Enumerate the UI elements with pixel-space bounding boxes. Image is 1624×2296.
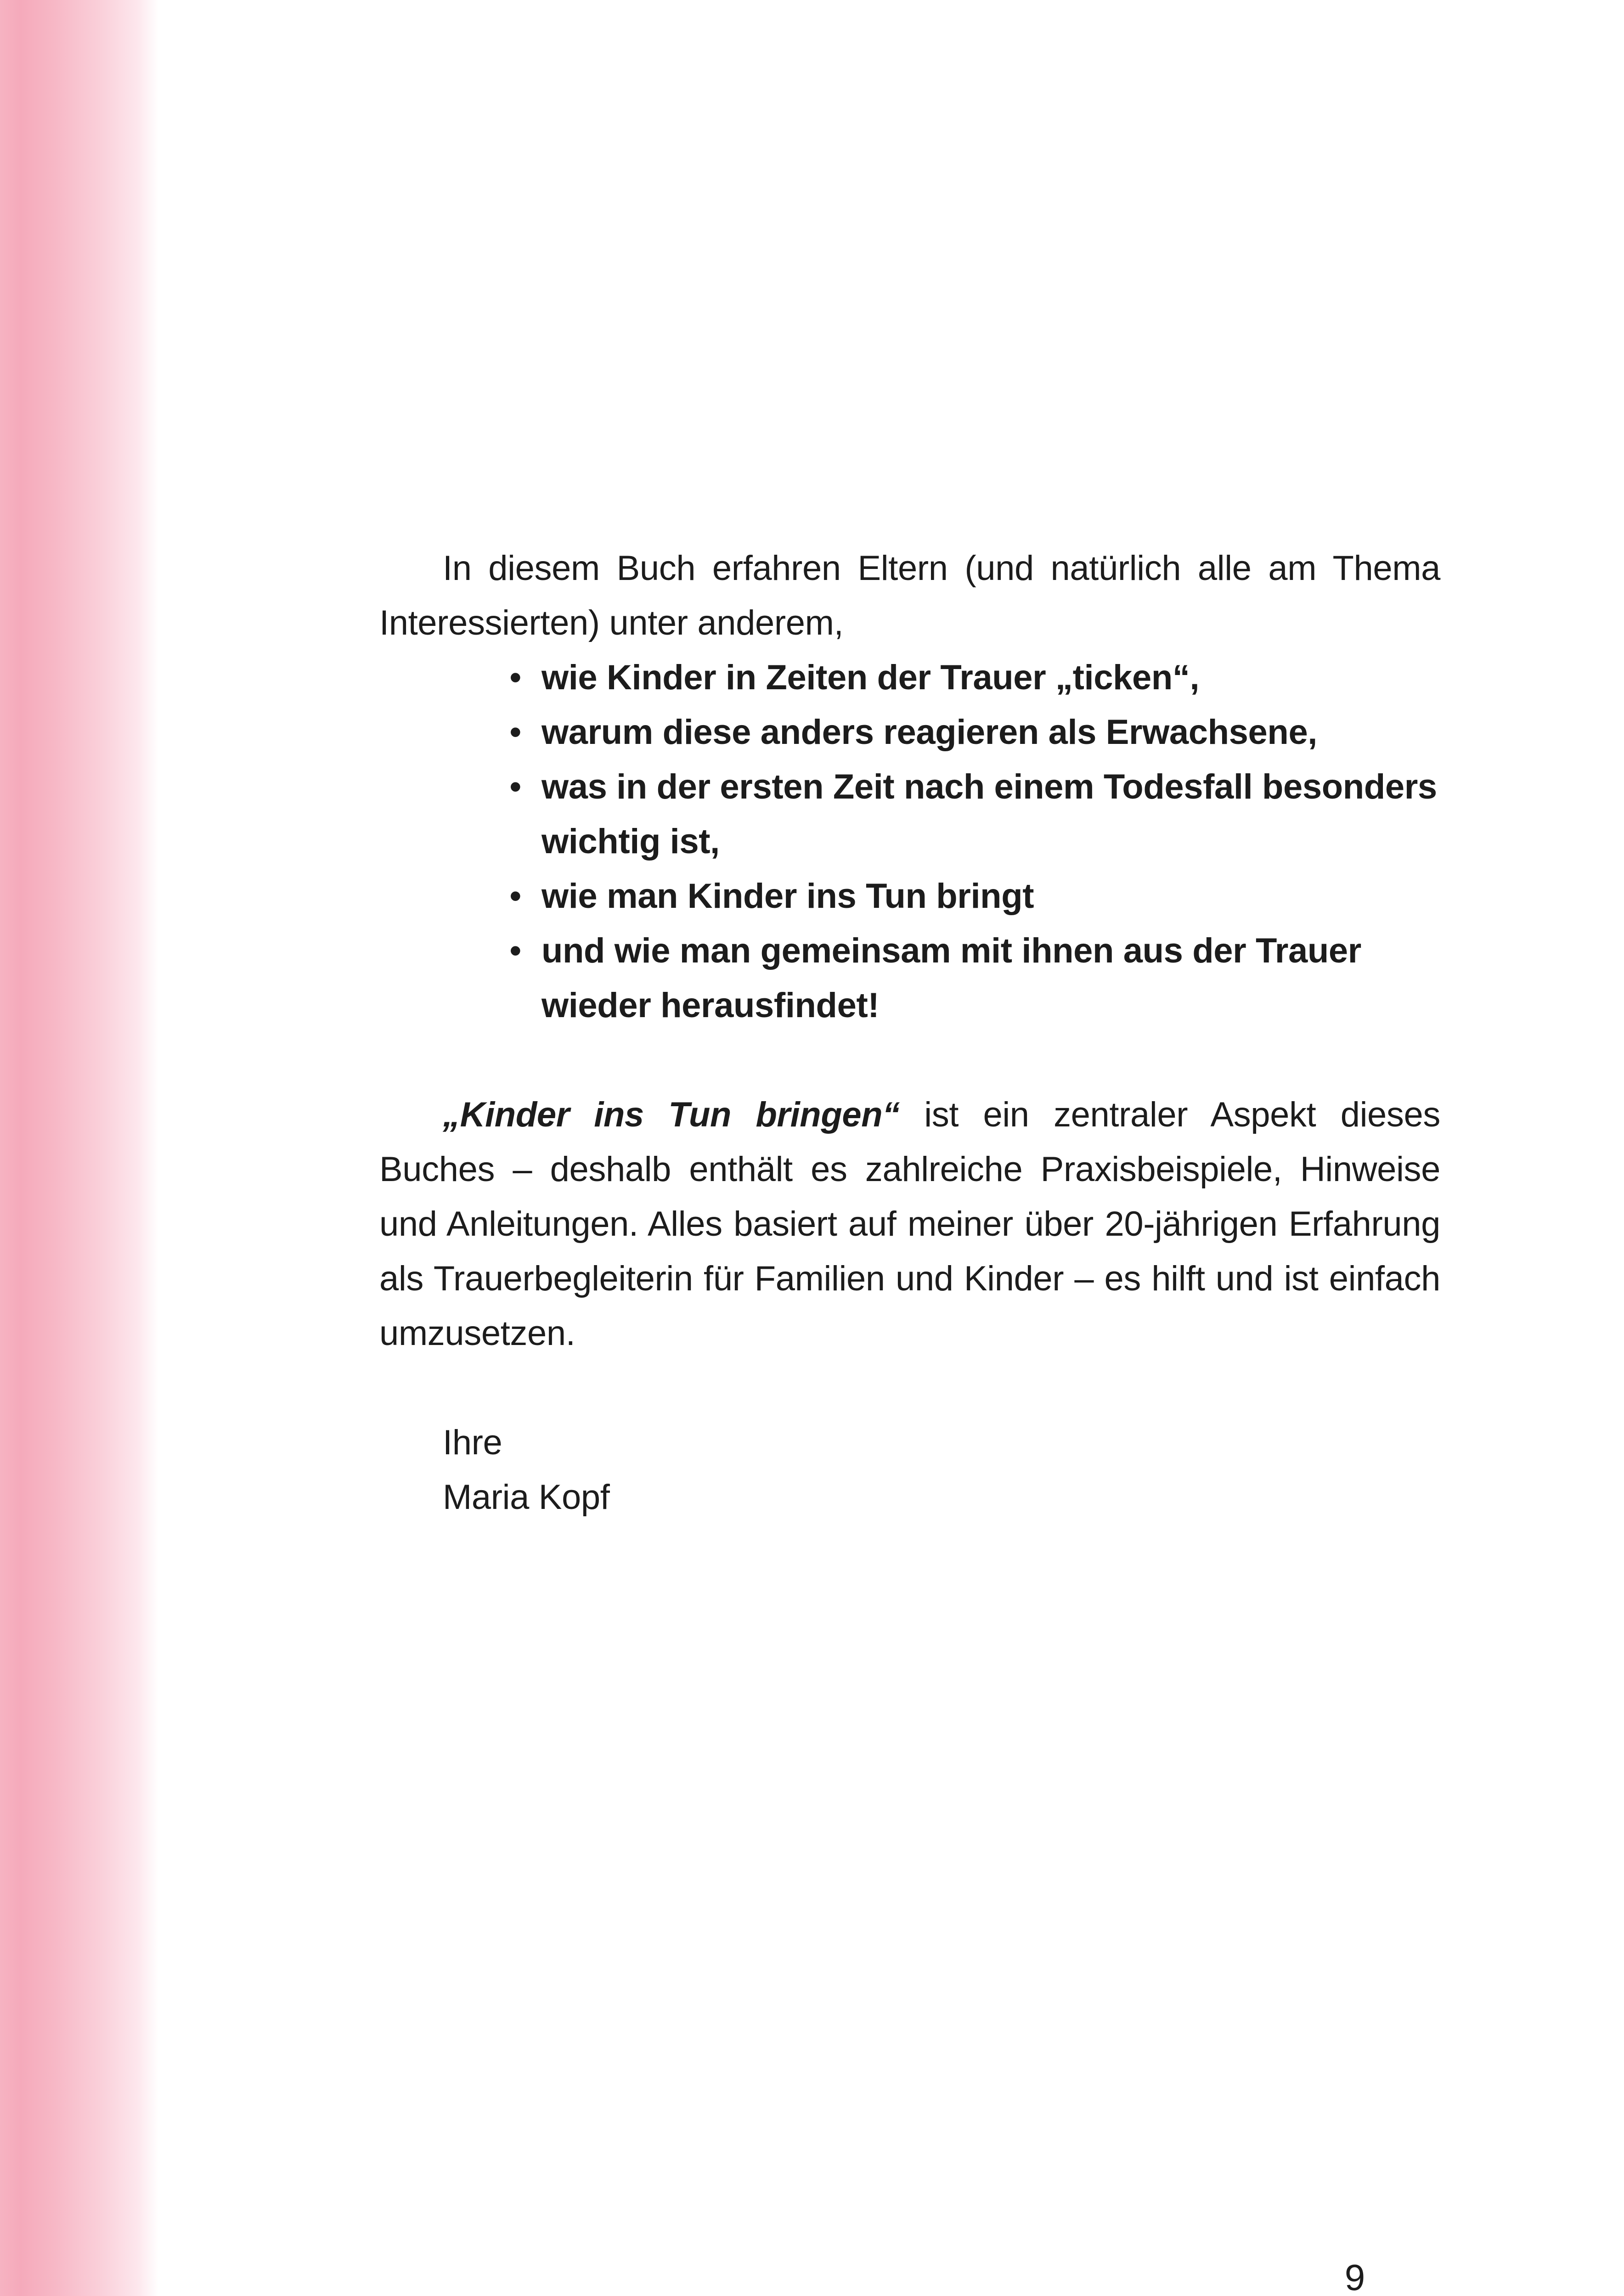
list-item-text: was in der ersten Zeit nach einem Todesfall besonders wichtig ist,: [541, 767, 1437, 861]
list-item-text: wie Kinder in Zeiten der Trauer „ticken“,: [541, 658, 1200, 697]
bullet-list: [379, 650, 1440, 1033]
list-item: [509, 650, 1440, 705]
bullet-icon: •: [509, 931, 522, 970]
list-item: [509, 760, 1440, 869]
bullet-icon: •: [509, 713, 522, 752]
list-item-text: warum diese anders reagieren als Erwachsene,: [541, 713, 1318, 752]
bullet-icon: •: [509, 767, 522, 806]
page-number: 9: [1344, 2257, 1365, 2296]
list-item-text: wie man Kinder ins Tun bringt: [541, 877, 1034, 916]
pink-edge-band: [0, 0, 158, 2296]
paragraph-spacer: [379, 1361, 1440, 1415]
list-item-text: und wie man gemeinsam mit ihnen aus der Trauer wieder herausfindet!: [541, 931, 1361, 1025]
list-item: [509, 869, 1440, 923]
intro-paragraph: In diesem Buch erfahren Eltern (und natürlich alle am Thema Interessierten) unter anderem,: [379, 549, 1440, 642]
second-paragraph-text: ist ein zentraler Aspekt dieses Buches – deshalb enthält es zahlreiche Praxisbeispiele, Hinweise und Anleitungen. Alles basiert auf meiner über 20-jährigen Erfahrung als Trauerbegleiterin für Familien und Kinder – es hilft und ist einfach umzusetzen.: [379, 1095, 1440, 1353]
body-text: [379, 541, 1440, 1525]
signature: [379, 1415, 1440, 1525]
signature-greeting: Ihre: [443, 1423, 502, 1462]
signature-name: Maria Kopf: [443, 1478, 610, 1517]
paragraph-spacer: [379, 1033, 1440, 1087]
second-paragraph: [379, 1087, 1440, 1361]
list-item: [509, 705, 1440, 760]
list-item: [509, 923, 1440, 1033]
bullet-icon: •: [509, 877, 522, 916]
emphasized-lead: „Kinder ins Tun bringen“: [443, 1095, 900, 1134]
bullet-icon: •: [509, 658, 522, 697]
